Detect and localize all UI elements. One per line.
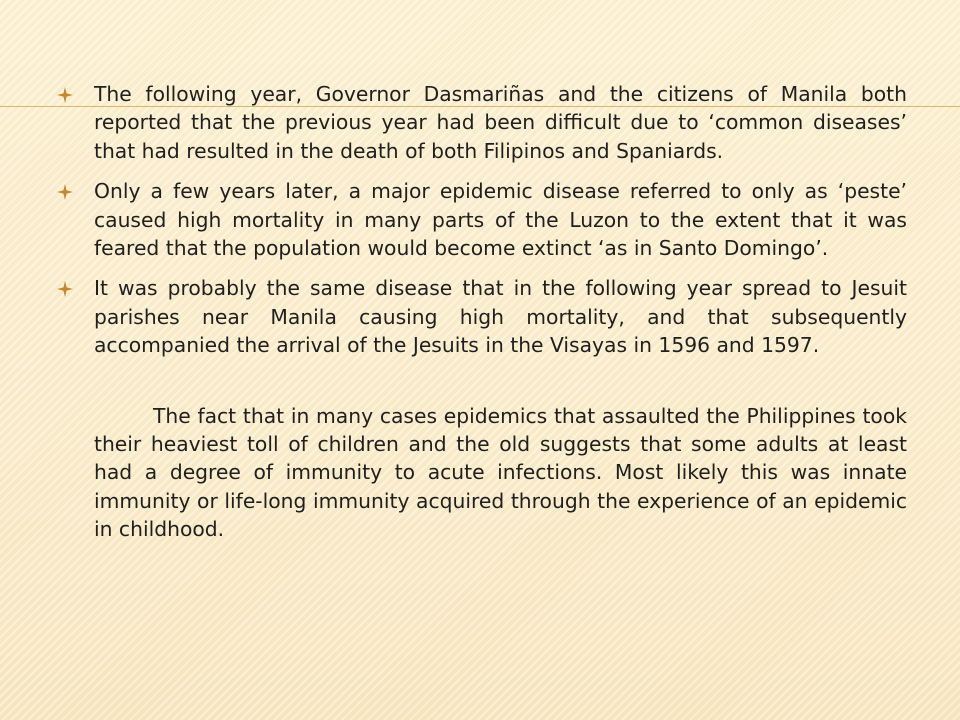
bullet-item [57, 80, 907, 165]
bullet-text: The following year, Governor Dasmariñas and the citizens of Manila both reported that the previous year had been difficult due to ‘common diseases’ that had resulted in the death of both Filipinos and Spaniards. [94, 82, 907, 163]
closing-paragraph-block [57, 402, 907, 544]
four-point-star-icon [57, 184, 73, 200]
slide-body [57, 80, 907, 544]
four-point-star-icon [57, 281, 73, 297]
four-point-star-icon [57, 87, 73, 103]
closing-paragraph: The fact that in many cases epidemics that assaulted the Philippines took their heaviest toll of children and the old suggests that some adults at least had a degree of immunity to acute infections. Most likely this was innate immunity or life-long immunity acquired through the experience of an epidemic in childhood. [94, 403, 907, 542]
bullet-item [57, 274, 907, 359]
bullet-item [57, 177, 907, 262]
bullet-text: Only a few years later, a major epidemic disease referred to only as ‘peste’ caused high mortality in many parts of the Luzon to the extent that it was feared that the population would become extinct ‘as in Santo Domingo’. [94, 179, 907, 261]
bullet-text: It was probably the same disease that in the following year spread to Jesuit parishes near Manila causing high mortality, and that subsequently accompanied the arrival of the Jesuits in the Visayas in 1596 and 1597. [94, 276, 907, 358]
